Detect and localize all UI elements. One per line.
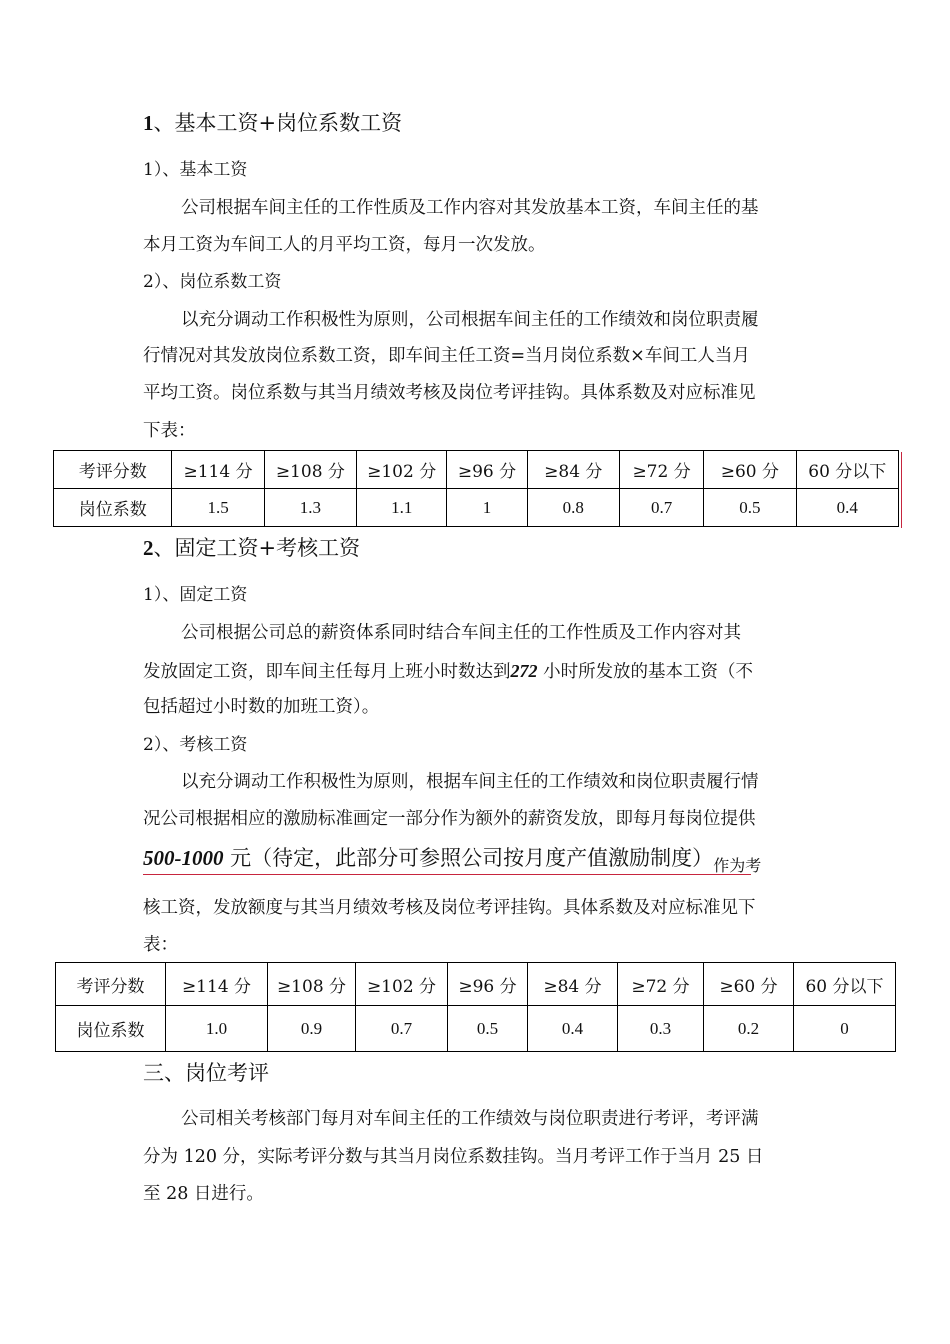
section1-title [143,111,402,135]
section1-sub2-body-line1: 以充分调动工作积极性为原则，公司根据车间主任的工作绩效和岗位职责履 [181,310,759,330]
section2-title-text: 、固定工资+考核工资 [153,536,361,560]
section2-sub1-body-line3: 包括超过小时数的加班工资）。 [143,697,380,717]
section2-title [143,536,360,560]
table-cell: ≥72 分 [619,451,703,489]
table-cell: 0.5 [704,489,796,527]
section1-sub2-body-line3: 平均工资。岗位系数与其当月绩效考核及岗位考评挂钩。具体系数及对应标准见 [143,383,756,403]
table-cell: 0.4 [796,489,898,527]
table-header-row [56,963,896,1006]
table-cell: 岗位系数 [54,489,172,527]
section3-title: 三、岗位考评 [143,1061,269,1085]
table-cell: ≥114 分 [172,451,264,489]
table-cell: 岗位系数 [56,1006,166,1052]
table-cell: 0.7 [619,489,703,527]
section3-body-line2: 分为 120 分，实际考评分数与其当月岗位系数挂钩。当月考评工作于当月 25 日 [143,1147,764,1167]
section1-sub1-body-line1: 公司根据车间主任的工作性质及工作内容对其发放基本工资，车间主任的基 [181,198,759,218]
table-cell: ≥84 分 [528,963,618,1006]
section2-sub2-body-line1: 以充分调动工作积极性为原则，根据车间主任的工作绩效和岗位职责履行情 [181,772,759,792]
section1-title-number: 1 [143,111,154,135]
section2-coefficient-table [55,962,896,1052]
section2-sub2-body-line3: 核工资，发放额度与其当月绩效考核及岗位考评挂钩。具体系数及对应标准见下 [143,898,756,918]
section2-sub2-title: 2）、考核工资 [143,735,248,755]
section1-sub2-body-line4: 下表： [143,421,196,441]
table-cell: 0.4 [528,1006,618,1052]
section3-body-line3: 至 28 日进行。 [143,1184,264,1204]
revision-mark-line [901,452,902,528]
section2-sub1-title: 1）、固定工资 [143,585,248,605]
hours-value: 272 [510,661,538,681]
section3-body-line1: 公司相关考核部门每月对车间主任的工作绩效与岗位职责进行考评，考评满 [181,1109,759,1129]
section1-coefficient-table [53,450,899,527]
table-cell: 60 分以下 [794,963,896,1006]
table-cell: 0.9 [268,1006,356,1052]
table-cell: ≥108 分 [264,451,356,489]
table-cell: ≥114 分 [166,963,268,1006]
section1-sub2-body-line2: 行情况对其发放岗位系数工资，即车间主任工资=当月岗位系数×车间工人当月 [143,346,750,366]
section2-sub1-body-line2-text: 发放固定工资，即车间主任每月上班小时数达到 [143,662,511,682]
table-cell: 0.2 [704,1006,794,1052]
table-cell: 1.5 [172,489,264,527]
table-cell: 60 分以下 [796,451,898,489]
table-row [56,1006,896,1052]
table-cell: ≥96 分 [448,963,528,1006]
table-cell: ≥96 分 [447,451,527,489]
table-cell: 1.0 [166,1006,268,1052]
amount-after: 作为考 [713,856,762,875]
table-cell: ≥84 分 [527,451,619,489]
table-cell: 考评分数 [54,451,172,489]
section2-amount-line [143,846,762,875]
table-cell: 0.7 [356,1006,448,1052]
section1-sub1-body-line2: 本月工资为车间工人的月平均工资，每月一次发放。 [143,235,546,255]
table-cell: 0.5 [448,1006,528,1052]
section1-sub1-title: 1）、基本工资 [143,160,248,180]
table-header-row [54,451,899,489]
section1-title-text: 、基本工资+岗位系数工资 [153,111,403,135]
section2-sub1-body-line2-tail: 小时所发放的基本工资（不 [537,662,754,682]
section2-sub1-body-line2 [143,659,753,684]
table-cell: ≥108 分 [268,963,356,1006]
amount-tail: 元（待定，此部分可参照公司按月度产值激励制度） [223,846,714,870]
section2-sub1-body-line1: 公司根据公司总的薪资体系同时结合车间主任的工作性质及工作内容对其 [181,623,741,643]
revision-underline [143,874,751,875]
table-cell: 1.3 [264,489,356,527]
table-cell: 0.8 [527,489,619,527]
section2-sub2-body-line2: 况公司根据相应的激励标准画定一部分作为额外的薪资发放，即每月每岗位提供 [143,809,756,829]
section1-sub2-title: 2）、岗位系数工资 [143,272,282,292]
table-cell: ≥72 分 [618,963,704,1006]
amount-value: 500-1000 [143,846,224,870]
table-row [54,489,899,527]
table-cell: 考评分数 [56,963,166,1006]
table-cell: 1.1 [357,489,447,527]
table-cell: ≥102 分 [357,451,447,489]
table-cell: 0.3 [618,1006,704,1052]
section2-title-number: 2 [143,536,154,560]
table-cell: 1 [447,489,527,527]
table-cell: ≥60 分 [704,963,794,1006]
table-cell: ≥102 分 [356,963,448,1006]
table-cell: ≥60 分 [704,451,796,489]
section2-sub2-body-line4: 表： [143,935,178,955]
table-cell: 0 [794,1006,896,1052]
